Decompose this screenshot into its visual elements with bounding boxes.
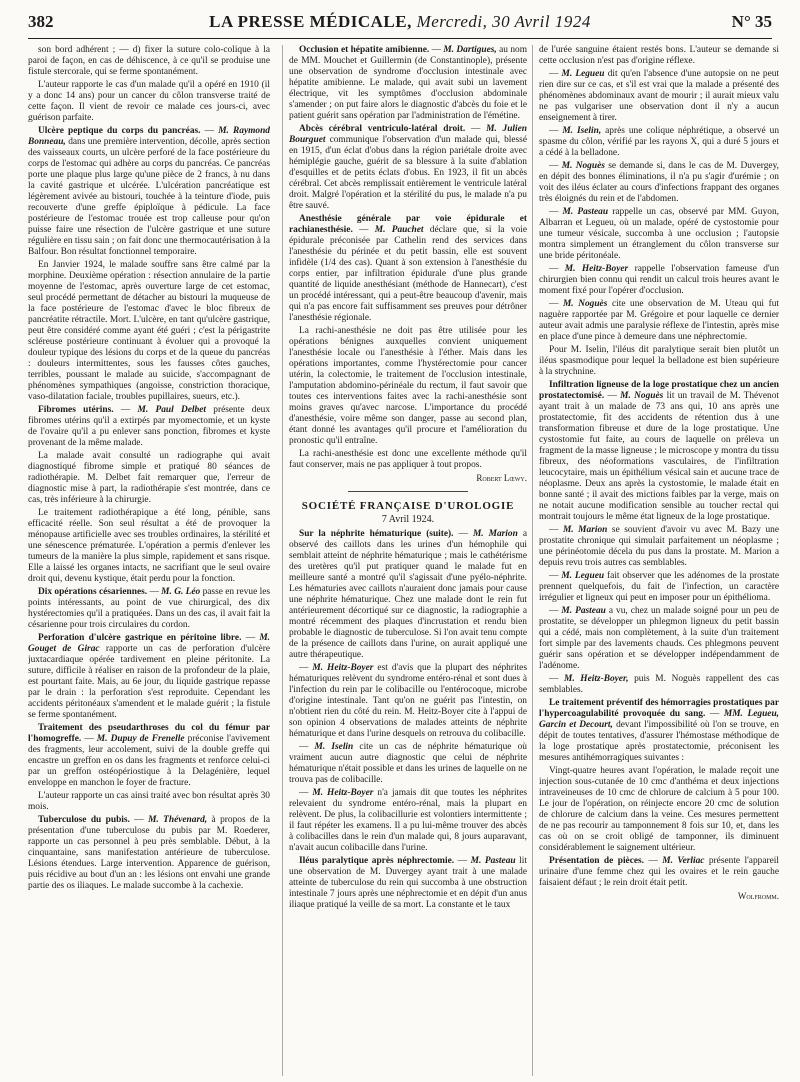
paragraph-text: à propos de la présentation d'une tuberculose du pubis par M. Roederer, rapporte un cas personnel à peu près semblable. Début, à la cinquantaine, sans manifestation antérieure de tuberculose. Lésions étendues. Large intervention. Apparence de guérison, puis récidive au bout d'un an : les lésions ont envahi une grande partie des os iliaques. Le malade succombe à la cachexie.: [28, 815, 270, 891]
author-name: M. Pauchet: [374, 225, 424, 235]
paragraph: — M. Noguès se demande si, dans le cas de M. Duvergey, en dépit des bonnes éliminations, il n'a pu s'agir d'urémie ; on voit des iléus éclater au cours d'infections frappant des organes très éloignés du rein et de l'abdomen.: [539, 161, 779, 204]
issue-number: N° 35: [731, 12, 772, 31]
paragraph-text: présente l'appareil urinaire d'une femme chez qui les ovaires et le rein gauche faisaient défaut ; le rein droit était petit.: [539, 856, 779, 888]
paragraph: [539, 345, 779, 378]
paragraph: Infiltration ligneuse de la loge prostatique chez un ancien prostatectomisé. — M. Noguès lit un travail de M. Thévenot ayant trait à un malade de 73 ans qui, 10 ans après une prostatectomie, fit des accidents de rétention dus à une transformation fibreuse et dure de la loge prostatique. Une cystostomie fut faite, au cours de laquelle on préleva un fragment de la masse ligneuse ; le microscope y montra du tissu fibreux, des néoformations vasculaires, de l'infiltration leucocytaire, mais un épithélium vésical sain et aucune trace de néoplasme. Deux ans après la cystostomie, le malade était en bonne santé ; il avait des mictions faibles par la verge, mais on ne notait aucune modification sensible au toucher rectal qui montrait toujours le même état ligneux de la loge prostatique.: [539, 380, 779, 522]
page-header: [28, 8, 772, 39]
author-name: M. Julien Bourguet: [289, 124, 527, 145]
author-name: M. Gouget de Girac: [28, 633, 270, 654]
author-name: M. Legueu: [561, 69, 605, 79]
paragraph-text: lit une observation de M. Duvergey ayant trait à une malade atteinte de tuberculose du rein qui succomba à une obstruction intestinale 7 jours après une néphrectomie et en dépit d'un anus iliaque pratiqué la veille de sa mort. La constante et le taux: [289, 856, 527, 910]
paragraph: Abcès cérébral ventriculo-latéral droit. — M. Julien Bourguet communique l'observation d'un malade qui, blessé en 1915, d'un éclat d'obus dans la région pariétale droite avec hémiplégie gauche, guérit de sa blessure à la suite d'ablation d'esquilles et de petits éclats d'obus. En 1923, il fit un abcès cérébral. Cet abcès remplissait entièrement le ventricule latéral droit. Malgré l'opération et la stérilité du pus, le malade n'a pu être sauvé.: [289, 124, 527, 211]
masthead: [28, 12, 772, 32]
paragraph: — M. Noguès cite une observation de M. Uteau qui fut naguère rapportée par M. Grégoire et pour laquelle ce dernier auteur avait admis une paralysie réflexe de l'intestin, après mise en place d'une pince à demeure dans une néphrectomie.: [539, 299, 779, 342]
column-2-part-a: [289, 45, 527, 471]
paragraph: [28, 80, 270, 124]
paragraph-text: déclare que, si la voie épidurale préconisée par Cathelin rend des services dans l'anesthésie du périnée et du petit bassin, elle est souvent infidèle (1/4 des cas). Quant à son extension à l'anesthésie du corps entier, par infiltration épidurale d'une plus grande quantité de liquide anesthésiant (méthode de Hannecart), c'est un procédé intéressant, qui a peut-être beaucoup d'avenir, mais qui n'a pas encore fait suffisamment ses preuves pour détrôner l'anesthésie régionale.: [289, 225, 527, 323]
author-name: MM. Legueu, Garcin et Decourt,: [539, 709, 779, 730]
paragraph: Perforation d'ulcère gastrique en péritoine libre. — M. Gouget de Girac rapporte un cas de perforation d'ulcère juxtacardiaque opérée tardivement en pleine péritonite. La suture, difficile à réaliser en raison de la profondeur de la plaie, est pourtant faite. Mais, au 6e jour, du liquide gastrique repasse par le drain : la perforation s'est reproduite. Cependant les accidents péritonéaux s'amendent et le malade guérit ; la fistule se ferme spontanément.: [28, 633, 270, 720]
paragraph-text: L'auteur rapporte le cas d'un malade qu'il a opéré en 1910 (il y a donc 14 ans) pour un cancer du côlon transverse traité de cette façon. Il vient de revoir ce malade ces jours-ci, avec guérison parfaite.: [28, 80, 270, 123]
author-name: M. Noguès: [562, 299, 608, 309]
paragraph: — M. Legueu fait observer que les adénomes de la prostate prennent quelquefois, du fait de l'infection, un caractère irrégulier et ligneux qui peut en imposer pour un épithélioma.: [539, 571, 779, 603]
paragraph-text: Vingt-quatre heures avant l'opération, le malade reçoit une injection sous-cutanée de 10 cmc d'anthéma et deux injections intraveineuses de 10 cmc de chlorure de calcium à 5 pour 100. Le jour de l'opération, on réinjecte encore 20 cmc de solution de chlorure de calcium dans la veine. Ces mesures permettent de ne pas recourir au tamponnement 8 fois sur 10, et, dans les cas où on se croit obligé de tamponner, ils diminuent considérablement le saignement ultérieur.: [539, 766, 779, 853]
paragraph-heading: Iléus paralytique après néphrectomie.: [299, 856, 455, 866]
page-number: 382: [28, 12, 54, 31]
paragraph: Traitement des pseudarthroses du col du fémur par l'homogreffe. — M. Dupuy de Frenelle préconise l'avivement des fragments, leur accolement, suivi de la double greffe qui encastre un greffon en os dans les fragments et renforce celui-ci par un greffon ostéopériostique à la Delagénière, lequel enveloppe en manchon le foyer de fracture.: [28, 723, 270, 788]
author-name: M. Marion: [562, 525, 608, 535]
paragraph-text: puis M. Noguès rappellent des cas semblables.: [539, 674, 779, 695]
paragraph: — M. Heitz-Boyer n'a jamais dit que toutes les néphrites relevaient du syndrome entéro-rénal, mais la plupart en relèvent. De plus, la colibacillurie est volontiers intermittente ; il faut répéter les examens. Il a pu lui-même trouver des abcès à colibacilles dans le rein d'un malade qui, 8 jours auparavant, n'avait aucun colibacille dans l'urine.: [289, 788, 527, 853]
paragraph: Iléus paralytique après néphrectomie. — M. Pasteau lit une observation de M. Duvergey ayant trait à une malade atteinte de tuberculose du rein qui succomba à une obstruction intestinale 7 jours après une néphrectomie et en dépit d'un anus iliaque pratiqué la veille de sa mort. La constante et le taux: [289, 856, 527, 910]
paragraph-text: est d'avis que la plupart des néphrites hématuriques relèvent du syndrome entéro-rénal et sont dues à l'infection du rein par le colibacille ou l'entérocoque, microbe d'origine intestinale. Tant qu'on ne guérit pas l'intestin, on n'obtient rien du côté du rein. M. Heitz-Boyer cite à l'appui de son opinion 4 observations de malades atteints de néphrite hématurique et dans l'urine desquels on retrouva du colibacille.: [289, 663, 527, 739]
paragraph-text: dans une première intervention, décolle, après section des vaisseaux courts, un ulcère perforé de la face postérieure du corps de l'estomac qui adhère au corps du pancréas. Ce pancréas porte une plaque plus large qu'une pièce de 2 francs, à nu dans la cavité gastrique et ulcérée. L'ulcération pancréatique est légèrement avivée au bistouri, touchée à la teinture d'iode, puis recouverte d'une greffe épiploïque à pédicule. La face postérieure de l'estomac trouée est trop calleuse pour qu'on puisse faire une résection de l'ulcère gastrique et une suture régulière en tissu sain ; on fait donc une thermocautérisation à la Balfour. Bon résultat fonctionnel temporaire.: [28, 137, 270, 257]
paragraph-heading: Fibromes utérins.: [38, 405, 114, 415]
paragraph-text: a vu, chez un malade soigné pour un peu de prostatite, se développer un phlegmon ligneux du petit bassin qui a cédé, mais non complètement, à la suite d'un traitement fort simple par des lavements chauds. Ces phlegmons peuvent guérir sans opération et se développer indépendamment de l'adénome.: [539, 606, 779, 671]
column-1: [28, 45, 270, 1076]
paragraph-text: rappelle l'observation fameuse d'un chirurgien bien connu qui rendit un calcul trois heures avant le moment fixé pour l'opérer d'occlusion.: [539, 264, 779, 296]
paragraph: Le traitement préventif des hémorragies prostatiques par l'hypercoagulabilité provoquée du sang. — MM. Legueu, Garcin et Decourt, devant l'impossibilité où l'on se trouve, en dépit de toutes tentatives, d'assurer l'hémostase méthodique de la loge prostatique après prostatectomie, préconisent les mesures antihémorragiques suivantes :: [539, 698, 779, 763]
paragraph-text: L'auteur rapporte un cas ainsi traité avec bon résultat après 30 mois.: [28, 791, 270, 812]
paragraph: [289, 449, 527, 471]
author-name: M. Iselin,: [562, 126, 602, 136]
paragraph-text: La rachi-anesthésie est donc une excellente méthode qu'il faut conserver, mais ne pas appliquer à tout propos.: [289, 449, 527, 470]
paragraph-text: dit qu'en l'absence d'une autopsie on ne peut rien dire sur ce cas, et s'il est vrai que la malade a présenté des phénomènes abdominaux avant de mourir ; il aurait mieux valu ne pas vulgariser une observation dont il n'y a aucun enseignement à tirer.: [539, 69, 779, 123]
author-name: M. Dartigues,: [443, 45, 497, 55]
author-name: M. Iselin: [314, 742, 354, 752]
paragraph-text: a observé des caillots dans les urines d'un hémophile qui semblait atteint de néphrite hématurique ; mais le cathétérisme des uretères qu'il put pratiquer quand le malade fut en meilleure santé a montré qu'il s'agissait d'une pyélo-néphrite. Les hématuries avec caillots n'auraient donc jamais pour cause une néphrite hématurique. Chez une malade dont le rein fut antérieurement décortiqué sur ce diagnostic, la radiographie a montré récemment des plaques d'incrustation et rendu bien probable le diagnostic de tuberculose. Si l'on avait tenu compte de la présence de caillots dans l'urine, on aurait appliqué une autre thérapeutique.: [289, 529, 527, 660]
paragraph: Tuberculose du pubis. — M. Thévenard, à propos de la présentation d'une tuberculose du pubis par M. Roederer, rapporte un cas personnel à peu près semblable. Début, à la cinquantaine, sans manifestation antérieure de tuberculose. Lésions étendues. Large intervention. Apparence de guérison, puis récidive au bout d'un an : les lésions ont envahi une grande partie des os iliaques. Le malade succombe à la cachexie.: [28, 815, 270, 891]
paragraph-text: au nom de MM. Mouchet et Guillermin (de Constantinople), présente une observation de syndrome d'occlusion intestinale avec hépatite amibienne. Le malade, qui avait subi un lavement électrique, vit les symptômes d'occlusion abdominale s'amender ; on put faire alors le diagnostic d'abcès du foie et le patient guérit sans opération par l'administration de l'émétine.: [289, 45, 527, 121]
paragraph-text: communique l'observation d'un malade qui, blessé en 1915, d'un éclat d'obus dans la région pariétale droite avec hémiplégie gauche, guérit de sa blessure à la suite d'ablation d'esquilles et de petits éclats d'obus. En 1923, il fit un abcès cérébral. Cet abcès remplissait entièrement le ventricule latéral droit. Malgré l'opération et la stérilité du pus, le malade n'a pu être sauvé.: [289, 135, 527, 211]
paragraph: — M. Legueu dit qu'en l'absence d'une autopsie on ne peut rien dire sur ce cas, et s'il est vrai que la malade a présenté des phénomènes abdominaux avant de mourir ; il aurait mieux valu ne pas vulgariser une observation dont il n'y a aucun enseignement à tirer.: [539, 69, 779, 123]
signature-loewy: Robert Lœwy.: [476, 473, 527, 483]
author-name: M. Marion: [472, 529, 518, 539]
column-3: [532, 45, 779, 1076]
paragraph-text: se demande si, dans le cas de M. Duvergey, en dépit des bonnes éliminations, il n'a pu s'agir d'urémie ; on voit des iléus éclater au cours d'infections frappant des organes très éloignés du rein et de l'abdomen.: [539, 161, 779, 204]
paragraph-heading: Infiltration ligneuse de la loge prostatique chez un ancien prostatectomisé.: [539, 380, 779, 401]
paragraph-text: présente deux fibromes utérins qu'il a extirpés par myomectomie, et un kyste de l'ovaire qu'il a pu enlever sans ponction, fibromes et kyste provenant de la même malade.: [28, 405, 270, 448]
paragraph-heading: Tuberculose du pubis.: [38, 815, 130, 825]
paragraph: [28, 260, 270, 403]
paragraph-heading: Le traitement préventif des hémorragies prostatiques par l'hypercoagulabilité provoquée du sang.: [539, 698, 779, 719]
paragraph-text: passe en revue les points intéressants, au point de vue chirurgical, des dix hystérectomies qu'il a pratiquées. Dans un des cas, il avait fait la césarienne pour trois circulaires du cordon.: [28, 587, 270, 630]
column-3-body: [539, 45, 779, 889]
author-name: M. Noguès: [561, 161, 605, 171]
section-heading-urologie: SOCIÉTÉ FRANÇAISE D'UROLOGIE: [301, 500, 515, 512]
author-name: M. Paul Delbet: [137, 405, 206, 415]
paragraph: — M. Iselin cite un cas de néphrite hématurique où vraiment aucun autre diagnostic que celui de néphrite hématurique n'était possible et dans les urines de laquelle on ne trouva pas de colibacille.: [289, 742, 527, 785]
paragraph: — M. Marion se souvient d'avoir vu avec M. Bazy une prostatite chronique qui simulait parfaitement un néoplasme ; une périnéotomie décela du pus dans la prostate. M. Marion a depuis revu trois autres cas semblables.: [539, 525, 779, 568]
author-name: M. Pasteau: [470, 856, 516, 866]
paragraph: — M. Iselin, après une colique néphrétique, a observé un spasme du côlon, vérifié par les rayons X, qui a duré 5 jours et a cédé à la belladone.: [539, 126, 779, 158]
paragraph-text: son bord adhérent ; — d) fixer la suture colo-colique à la paroi de façon, en cas de déhiscence, à ce qu'il se produise une fistule stercorale, qui se ferme spontanément.: [28, 45, 270, 77]
paragraph-text: La rachi-anesthésie ne doit pas être utilisée pour les opérations bénignes auxquelles convient uniquement l'anesthésie locale ou l'anesthésie à l'éther. Mais dans les opérations importantes, comme l'hystérectomie pour cancer utérin, la colectomie, le traitement de l'occlusion intestinale, l'amputation abdomino-périnéale du rectum, il faut savoir que toutes ces interventions faites avec la rachi-anesthésie sont moins graves qu'avec narcose. L'importance du procédé d'anesthésie, voire même son danger, passe au second plan, étant donné les avantages qu'il procure et l'amélioration du pronostic qu'il entraîne.: [289, 326, 527, 446]
journal-name: LA PRESSE MÉDICALE,: [209, 12, 412, 31]
signature-wolfromm: Wolfromm.: [737, 891, 779, 901]
author-name: M. Dupuy de Frenelle: [96, 734, 185, 744]
paragraph-text: devant l'impossibilité où l'on se trouve, en dépit de toutes tentatives, d'assurer l'hémostase méthodique de la loge prostatique après prostatectomie, préconisent les mesures antihémorragiques suivantes :: [539, 720, 779, 763]
paragraph-heading: Abcès cérébral ventriculo-latéral droit.: [299, 124, 466, 134]
paragraph: Occlusion et hépatite amibienne. — M. Dartigues, au nom de MM. Mouchet et Guillermin (de Constantinople), présente une observation de syndrome d'occlusion intestinale avec hépatite amibienne. Le malade, qui avait subi un lavement électrique, vit les symptômes d'occlusion abdominale s'amender ; on put faire alors le diagnostic d'abcès du foie et le patient guérit sans opération par l'administration de l'émétine.: [289, 45, 527, 121]
author-name: M. Heitz-Boyer: [312, 663, 374, 673]
author-name: M. G. Léo: [161, 587, 201, 597]
section-date: 7 Avril 1924.: [381, 514, 435, 525]
paragraph: Anesthésie générale par voie épidurale et rachianesthésie. — M. Pauchet déclare que, si la voie épidurale préconisée par Cathelin rend des services dans l'anesthésie du périnée et du petit bassin, elle est souvent infidèle (1/4 des cas). Quant à son extension à l'anesthésie du corps entier, par infiltration épidurale d'une plus grande quantité de liquide anesthésiant (méthode de Hannecart), c'est un procédé intéressant, qui a peut-être beaucoup d'avenir, mais qui n'a pas encore fait suffisamment ses preuves pour détrôner l'anesthésie régionale.: [289, 214, 527, 323]
paragraph: [28, 508, 270, 585]
paragraph-text: rapporte un cas de perforation d'ulcère juxtacardiaque opérée tardivement en pleine péritonite. La suture, difficile à réaliser en raison de la profondeur de la plaie, est pourtant faite. Mais, au 6e jour, du liquide gastrique repasse par le drain : la perforation s'est reproduite. Cependant les accidents péritonéaux s'amendent et le malade guérit ; la fistule se ferme spontanément.: [28, 644, 270, 720]
paragraph-text: préconise l'avivement des fragments, leur accolement, suivi de la double greffe qui encastre un greffon en os dans les fragments et renforce celui-ci par un greffon ostéopériostique à la Delagénière, lequel enveloppe en manchon le foyer de fracture.: [28, 734, 270, 788]
author-name: M. Heitz-Boyer: [564, 264, 629, 274]
paragraph-heading: Dix opérations césariennes.: [38, 587, 148, 597]
paragraph-text: lit un travail de M. Thévenot ayant trait à un malade de 73 ans qui, 10 ans après une prostatectomie, fit des accidents de rétention dus à une transformation fibreuse et dure de la loge prostatique. Une cystostomie fut faite, au cours de laquelle on préleva un fragment de la masse ligneuse ; le microscope y montra du tissu fibreux, des néoformations vasculaires, de l'infiltration leucocytaire, mais un épithélium vésical sain et aucune trace de néoplasme. Deux ans après la cystostomie, le malade était en bonne santé ; il avait des mictions faibles par la verge, mais on ne notait aucune modification sensible au toucher rectal qui montrait toujours le même état ligneux de la loge prostatique.: [539, 391, 779, 522]
paragraph: Dix opérations césariennes. — M. G. Léo passe en revue les points intéressants, au point de vue chirurgical, des dix hystérectomies qu'il a pratiquées. Dans un des cas, il avait fait la césarienne pour trois circulaires du cordon.: [28, 587, 270, 630]
paragraph: — M. Pasteau rappelle un cas, observé par MM. Guyon, Albarran et Legueu, où un malade, opéré de cystostomie pour une tumeur vésicale, succomba à une occlusion ; l'autopsie montra simplement un étranglement du côlon transverse sur une bride péritonéale.: [539, 207, 779, 261]
paragraph-heading: Anesthésie générale par voie épidurale et rachianesthésie.: [289, 214, 527, 235]
paragraph-heading: Présentation de pièces.: [549, 856, 645, 866]
paragraph: [28, 791, 270, 813]
author-name: M. Heitz-Boyer,: [563, 674, 629, 684]
author-name: M. Thévenard,: [148, 815, 208, 825]
paragraph-text: de l'urée sanguine étaient restés bons. L'auteur se demande si cette occlusion n'est pas d'origine réflexe.: [539, 45, 779, 66]
paragraph: — M. Heitz-Boyer rappelle l'observation fameuse d'un chirurgien bien connu qui rendit un calcul trois heures avant le moment fixé pour l'opérer d'occlusion.: [539, 264, 779, 296]
paragraph: Ulcère peptique du corps du pancréas. — M. Raymond Bonneau, dans une première intervention, décolle, après section des vaisseaux courts, un ulcère perforé de la face postérieure du corps de l'estomac qui adhère au corps du pancréas. Ce pancréas porte une plaque plus large qu'une pièce de 2 francs, à nu dans la cavité gastrique et ulcérée. L'ulcération pancréatique est légèrement avivée au bistouri, touchée à la teinture d'iode, puis recouverte d'une greffe épiploïque à pédicule. La face postérieure de l'estomac trouée est trop calleuse pour qu'on puisse faire une résection de l'ulcère gastrique et une suture régulière en tissu sain ; on fait donc une thermocautérisation à la Balfour. Bon résultat fonctionnel temporaire.: [28, 126, 270, 257]
paragraph: Fibromes utérins. — M. Paul Delbet présente deux fibromes utérins qu'il a extirpés par myomectomie, et un kyste de l'ovaire qu'il a pu enlever sans ponction, fibromes et kyste provenant de la même malade.: [28, 405, 270, 448]
paragraph-heading: Occlusion et hépatite amibienne.: [299, 45, 430, 55]
paragraph: [539, 45, 779, 67]
paragraph-heading: Perforation d'ulcère gastrique en péritoine libre.: [38, 633, 242, 643]
author-name: M. Pasteau: [561, 606, 606, 616]
paragraph-heading: Traitement des pseudarthroses du col du fémur par l'homogreffe.: [28, 723, 270, 744]
column-2-part-b: [289, 529, 527, 911]
paragraph-text: Pour M. Iselin, l'iléus dit paralytique serait bien plutôt un iléus spasmodique pour lequel la belladone est bien supérieure à la strychnine.: [539, 345, 779, 377]
author-name: M. Verliac: [662, 856, 705, 866]
paragraph: [28, 451, 270, 506]
paragraph-text: cite une observation de M. Uteau qui fut naguère rapportée par M. Grégoire et pour laquelle ce dernier auteur avait admis une paralysie réflexe de l'intestin, après mise en place d'une pince à demeure dans une néphrectomie.: [539, 299, 779, 342]
paragraph-text: En Janvier 1924, le malade souffre sans être calmé par la morphine. Deuxième opération : résection annulaire de la partie moyenne de l'estomac, après ouverture large de cet estomac, seul procédé permettant de détacher au bistouri la muqueuse de la face postérieure de l'estomac d'avec le bloc fibreux de pancréatite rétractile. Mort. L'ulcère, en tant qu'ulcère gastrique, peut être considéré comme ayant été guéri ; c'est la périgastrite scléreuse postérieure continuant à évoluer qui a provoqué la douleur typique des lésions du corps et de la queue du pancréas : douleurs intermittentes, sous les fausses côtes gauches, terribles, poussant le malade au suicide, s'accompagnant de phénomènes sympathiques (angoisse, constriction thoracique, vaso-dilatation faciale, troubles pupillaires, sueurs, etc.).: [28, 260, 270, 402]
paragraph-text: fait observer que les adénomes de la prostate prennent quelquefois, du fait de l'infection, un caractère irrégulier et ligneux qui peut en imposer pour un épithélioma.: [539, 571, 779, 603]
author-name: M. Heitz-Boyer: [312, 788, 374, 798]
paragraph-text: rappelle un cas, observé par MM. Guyon, Albarran et Legueu, où un malade, opéré de cystostomie pour une tumeur vésicale, succomba à une occlusion ; l'autopsie montra simplement un étranglement du côlon transverse sur une bride péritonéale.: [539, 207, 779, 261]
paragraph: [539, 766, 779, 854]
paragraph-text: cite un cas de néphrite hématurique où vraiment aucun autre diagnostic que celui de néphrite hématurique n'était possible et dans les urines de laquelle on ne trouva pas de colibacille.: [289, 742, 527, 785]
paragraph-text: La malade avait consulté un radiographe qui avait diagnostiqué fibrome simple et pratiqué 80 séances de radiothérapie. M. Delbet fait remarquer que, l'erreur de diagnostic mise à part, la radiothérapie s'est montrée, dans ce cas, très inférieure à la chirurgie.: [28, 451, 270, 505]
paragraph-heading: Sur la néphrite hématurique (suite).: [299, 529, 454, 539]
column-2: [282, 45, 527, 1076]
paragraph: [289, 326, 527, 447]
paragraph: [28, 45, 270, 78]
paragraph: Présentation de pièces. — M. Verliac présente l'appareil urinaire d'une femme chez qui les ovaires et le rein gauche faisaient défaut ; le rein droit était petit.: [539, 856, 779, 888]
author-name: M. Pasteau: [562, 207, 609, 217]
author-name: M. Noguès: [620, 391, 664, 401]
paragraph-text: après une colique néphrétique, a observé un spasme du côlon, vérifié par les rayons X, qui a duré 5 jours et a cédé à la belladone.: [539, 126, 779, 158]
paragraph: — M. Heitz-Boyer est d'avis que la plupart des néphrites hématuriques relèvent du syndrome entéro-rénal et sont dues à l'infection du rein par le colibacille ou l'entérocoque, microbe d'origine intestinale. Tant qu'on ne guérit pas l'intestin, on n'obtient rien du côté du rein. M. Heitz-Boyer cite à l'appui de son opinion 4 observations de malades atteints de néphrite hématurique et dans l'urine desquels on retrouva du colibacille.: [289, 663, 527, 739]
paragraph: — M. Heitz-Boyer, puis M. Noguès rappellent des cas semblables.: [539, 674, 779, 695]
paragraph: Sur la néphrite hématurique (suite). — M. Marion a observé des caillots dans les urines d'un hémophile qui semblait atteint de néphrite hématurique ; mais le cathétérisme des uretères qu'il put pratiquer quand le malade fut en meilleure santé a montré qu'il s'agissait d'une pyélo-néphrite. Les hématuries avec caillots n'auraient donc jamais pour cause une néphrite hématurique. Chez une malade dont le rein fut antérieurement décortiqué sur ce diagnostic, la radiographie a montré récemment des plaques d'incrustation et rendu bien probable le diagnostic de tuberculose. Si l'on avait tenu compte de la présence de caillots dans l'urine, on aurait appliqué une autre thérapeutique.: [289, 529, 527, 660]
author-name: M. Raymond Bonneau,: [28, 126, 270, 147]
paragraph-text: n'a jamais dit que toutes les néphrites relevaient du syndrome entéro-rénal, mais la plupart en relèvent. De plus, la colibacillurie est volontiers intermittente ; il faut répéter les examens. Il a pu lui-même trouver des abcès à colibacilles dans le rein d'un malade qui, 8 jours auparavant, n'avait aucun colibacille dans l'urine.: [289, 788, 527, 853]
author-name: M. Legueu: [561, 571, 605, 581]
paragraph-text: se souvient d'avoir vu avec M. Bazy une prostatite chronique qui simulait parfaitement un néoplasme ; une périnéotomie décela du pus dans la prostate. M. Marion a depuis revu trois autres cas semblables.: [539, 525, 779, 568]
paragraph-text: Le traitement radiothérapique a été long, pénible, sans efficacité réelle. Son seul résultat a été de provoquer la ménopause artificielle avec ses troubles ordinaires, la stérilité et une sénescence prématurée. L'opération a permis d'enlever les tumeurs de la manière la plus simple, rapidement et sans risque. Elle a laissé les organes intacts, ne sacrifiant que le seul ovaire droit qui, devenu kystique, était perdu pour la fonction.: [28, 508, 270, 584]
paragraph-heading: Ulcère peptique du corps du pancréas.: [38, 126, 201, 136]
paragraph: — M. Pasteau a vu, chez un malade soigné pour un peu de prostatite, se développer un phlegmon ligneux du petit bassin qui a cédé, mais non complètement, à la suite d'un traitement fort simple par des lavements chauds. Ces phlegmons peuvent guérir sans opération et se développer indépendamment de l'adénome.: [539, 606, 779, 671]
issue-date: Mercredi, 30 Avril 1924: [416, 12, 591, 31]
section-divider: [348, 491, 468, 492]
article-columns: [28, 45, 779, 1076]
